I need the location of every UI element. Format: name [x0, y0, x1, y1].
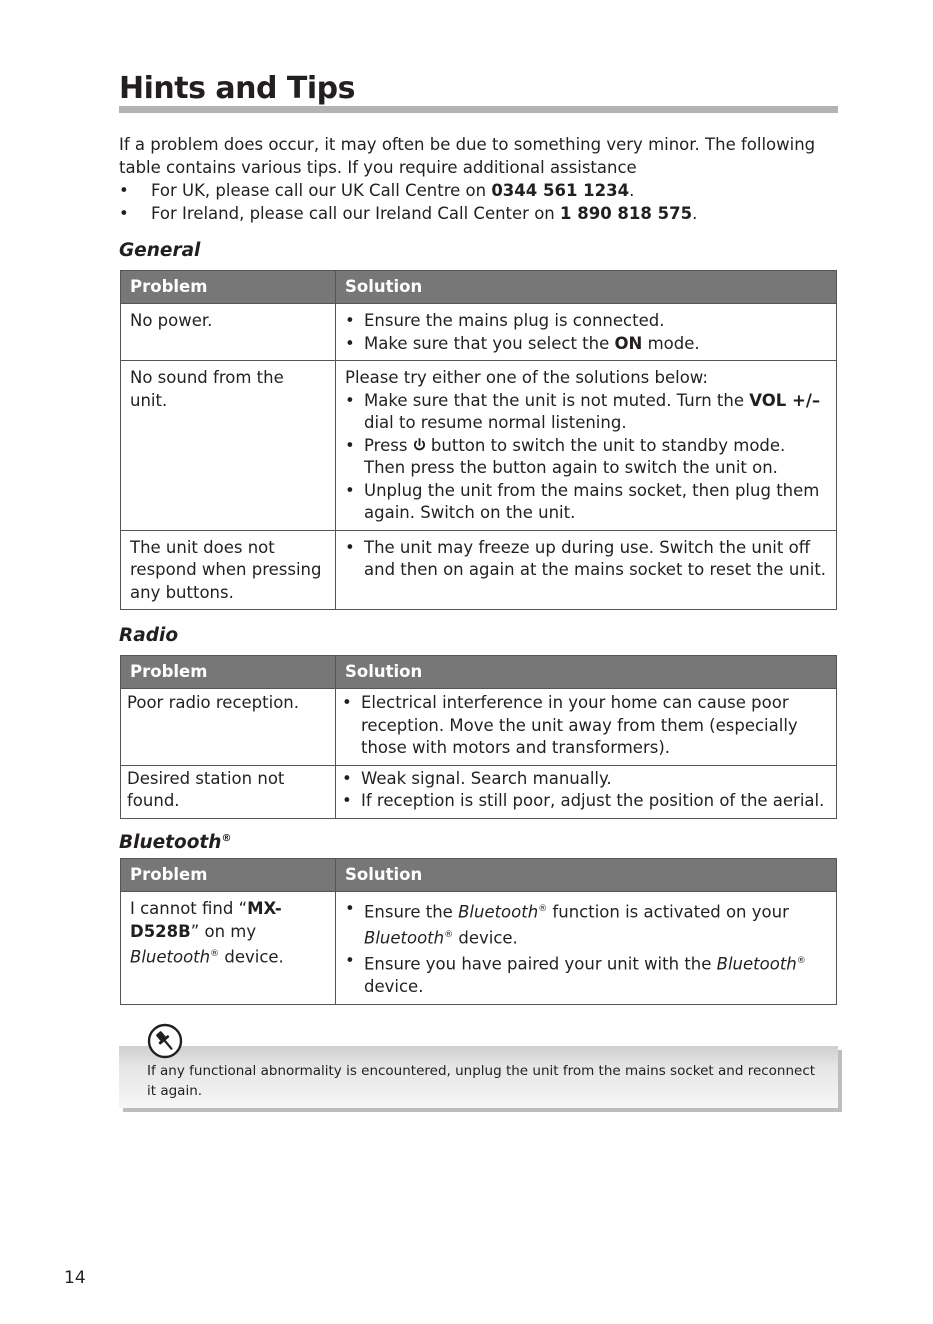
registered-mark: ®	[221, 833, 232, 844]
solution-item	[345, 435, 827, 480]
vol-dial-label: VOL +/–	[749, 390, 821, 410]
solution-item	[345, 537, 827, 582]
solution-text: Ensure you have paired your unit with the	[364, 954, 717, 974]
registered-mark: ®	[538, 904, 548, 914]
solution-item	[345, 310, 827, 333]
table-row	[121, 892, 837, 1005]
solution-item	[342, 790, 827, 813]
solution-cell	[336, 765, 837, 818]
problem-text: device.	[219, 947, 284, 967]
bullet: •	[119, 181, 129, 200]
title-rule	[119, 106, 838, 113]
table-row	[121, 361, 837, 531]
solution-item	[345, 898, 827, 950]
solution-text: Ensure the	[364, 902, 459, 922]
device-model: MX-D528B	[130, 899, 282, 941]
contact-ireland-label: For Ireland, please call our Ireland Call Center on	[151, 204, 561, 223]
table-row	[121, 689, 837, 766]
contact-list	[119, 179, 839, 225]
solution-text: Make sure that you select the	[364, 333, 615, 353]
solution-text: mode.	[642, 333, 700, 353]
punct: .	[692, 204, 698, 223]
bullet: •	[345, 951, 355, 970]
problem-text: ” on my	[190, 921, 257, 941]
bullet: •	[119, 204, 129, 223]
contact-uk-label: For UK, please call our UK Call Centre on	[151, 181, 492, 200]
solution-item	[345, 390, 827, 435]
table-row	[121, 304, 837, 361]
solution-item	[345, 950, 827, 999]
solution-text: function is activated on your	[547, 902, 789, 922]
intro-text: If a problem does occur, it may often be due to something very minor. The following table contains various tips. If you require additional assistance	[119, 135, 816, 177]
section-heading-bluetooth	[119, 827, 231, 855]
bluetooth-table	[120, 858, 837, 1005]
solution-text: Electrical interference in your home can cause poor reception. Move the unit away from them (especially those with motors and transformers).	[361, 693, 798, 757]
solution-text: device.	[453, 928, 518, 948]
solution-text: button to switch the unit to standby mode. Then press the button again to switch the unit on.	[364, 435, 786, 477]
bluetooth-term: Bluetooth	[458, 902, 539, 922]
solution-text: dial to resume normal listening.	[364, 413, 627, 432]
bullet: •	[342, 791, 352, 810]
radio-table	[120, 655, 837, 819]
power-icon	[413, 438, 426, 452]
bullet: •	[345, 480, 355, 500]
solution-text: Unplug the unit from the mains socket, then plug them again. Switch on the unit.	[364, 480, 820, 522]
problem-cell: Desired station not found.	[121, 765, 336, 818]
section-heading-radio: Radio	[119, 625, 179, 646]
solution-cell	[336, 304, 837, 361]
table-row	[121, 530, 837, 610]
solution-text: Press	[364, 435, 413, 455]
bullet: •	[345, 537, 355, 557]
registered-mark: ®	[796, 956, 806, 966]
solution-item	[345, 480, 827, 525]
table-row	[121, 765, 837, 818]
problem-cell: No power.	[121, 304, 336, 361]
solution-text: Ensure the mains plug is connected.	[364, 311, 665, 330]
bluetooth-term: Bluetooth	[364, 928, 445, 948]
solution-item	[342, 768, 827, 791]
contact-item-uk	[119, 179, 839, 202]
bullet: •	[342, 768, 352, 788]
problem-cell: The unit does not respond when pressing any buttons.	[121, 530, 336, 610]
solution-text: device.	[364, 977, 424, 996]
punct: .	[629, 181, 635, 200]
section-heading-general: General	[119, 240, 201, 261]
header-problem: Problem	[121, 859, 336, 892]
bullet: •	[345, 333, 355, 353]
page-number: 14	[64, 1268, 86, 1288]
contact-item-ireland	[119, 202, 839, 225]
solution-item	[345, 333, 827, 356]
solution-cell	[336, 689, 837, 766]
problem-cell: Poor radio reception.	[121, 689, 336, 766]
solution-cell	[336, 361, 837, 531]
header-solution: Solution	[336, 271, 837, 304]
header-problem: Problem	[121, 656, 336, 689]
solution-cell	[336, 530, 837, 610]
contact-ireland-phone: 1 890 818 575	[560, 204, 693, 223]
intro-section	[119, 133, 839, 225]
header-solution: Solution	[336, 656, 837, 689]
bluetooth-term: Bluetooth	[716, 954, 797, 974]
bullet: •	[345, 435, 355, 455]
pushpin-icon	[147, 1023, 183, 1059]
problem-text: I cannot find “	[130, 899, 248, 918]
contact-uk-phone: 0344 561 1234	[491, 181, 630, 200]
problem-cell	[121, 892, 336, 1005]
bluetooth-heading-text: Bluetooth	[119, 832, 222, 854]
general-table	[120, 270, 837, 610]
header-problem: Problem	[121, 271, 336, 304]
table-header-row	[121, 859, 837, 892]
bluetooth-term: Bluetooth	[130, 947, 211, 967]
table-header-row	[121, 656, 837, 689]
registered-mark: ®	[444, 930, 454, 940]
table-header-row	[121, 271, 837, 304]
solution-text: If reception is still poor, adjust the position of the aerial.	[361, 791, 825, 810]
solution-lead: Please try either one of the solutions below:	[345, 368, 708, 387]
problem-cell: No sound from the unit.	[121, 361, 336, 531]
registered-mark: ®	[210, 949, 220, 959]
bullet: •	[345, 899, 355, 918]
header-solution: Solution	[336, 859, 837, 892]
note-text: If any functional abnormality is encountered, unplug the unit from the mains socket and reconnect it again.	[147, 1063, 816, 1099]
solution-text: The unit may freeze up during use. Switch the unit off and then on again at the mains socket to reset the unit.	[364, 537, 827, 579]
solution-text: Make sure that the unit is not muted. Turn the	[364, 390, 750, 410]
solution-item	[342, 692, 827, 760]
page-title: Hints and Tips	[119, 71, 355, 106]
bullet: •	[342, 693, 352, 712]
bullet: •	[345, 311, 355, 330]
mode-on-label: ON	[614, 333, 643, 353]
bullet: •	[345, 390, 355, 410]
solution-cell	[336, 892, 837, 1005]
solution-text: Weak signal. Search manually.	[361, 768, 612, 788]
